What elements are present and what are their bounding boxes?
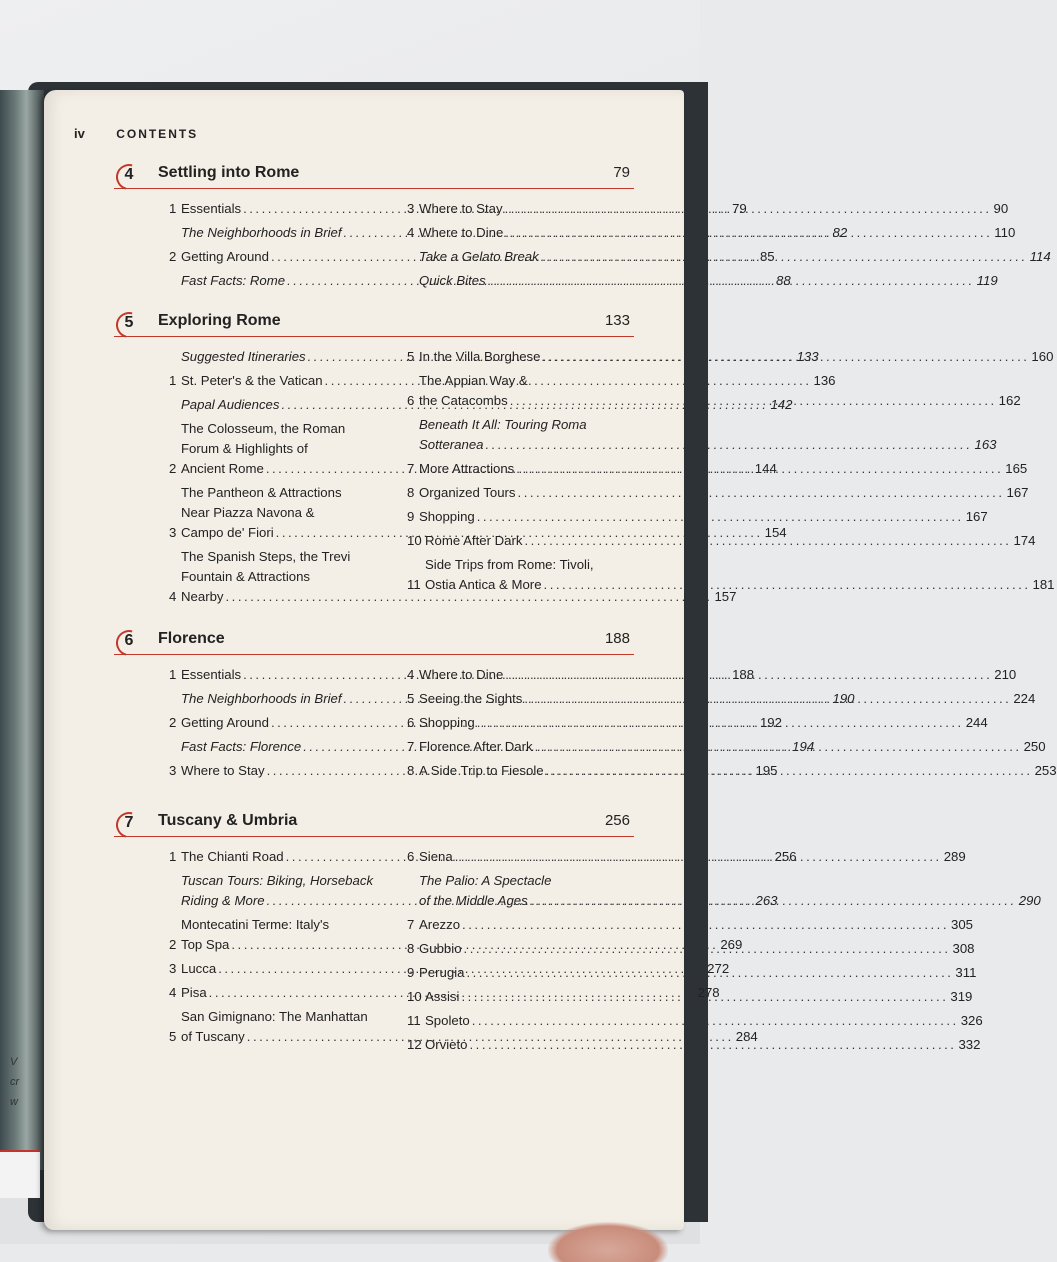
entry-page: 154 bbox=[764, 525, 787, 540]
entry-number: 9 bbox=[407, 509, 415, 524]
toc-entry[interactable] bbox=[407, 507, 988, 527]
dot-leader bbox=[462, 915, 949, 935]
chapter-heading bbox=[114, 810, 634, 837]
dot-leader bbox=[535, 737, 1022, 757]
entry-title-line: Near Piazza Navona & bbox=[181, 505, 315, 520]
entry-page: 192 bbox=[759, 715, 782, 730]
entry-number: 1 bbox=[169, 667, 177, 682]
thumb bbox=[548, 1222, 668, 1262]
entry-title-line: the Catacombs bbox=[419, 393, 508, 408]
entry-text bbox=[425, 1011, 983, 1031]
entry-text bbox=[419, 689, 1035, 709]
entry-title-line: Take a Gelato Break bbox=[419, 249, 539, 264]
entry-page: 332 bbox=[958, 1037, 981, 1052]
toc-entry[interactable] bbox=[407, 415, 997, 455]
entry-page: 133 bbox=[796, 349, 819, 364]
entry-page: 162 bbox=[998, 393, 1021, 408]
entry-title-line: In the Villa Borghese bbox=[419, 349, 541, 364]
entry-page: 194 bbox=[792, 739, 815, 754]
entry-text bbox=[419, 737, 1046, 757]
entry-title-last-line bbox=[419, 347, 1053, 367]
cover-photo-strip bbox=[0, 90, 44, 1170]
entry-title-last-line bbox=[425, 987, 972, 1007]
entry-page: 244 bbox=[965, 715, 988, 730]
entry-title-line: The Neighborhoods in Brief bbox=[181, 691, 342, 706]
entry-title-line: Where to Dine bbox=[419, 225, 504, 240]
entry-title-last-line bbox=[419, 391, 1021, 411]
entry-text bbox=[425, 531, 1035, 551]
dot-leader bbox=[542, 347, 1029, 367]
entry-number: 7 bbox=[407, 461, 415, 476]
entry-title-last-line bbox=[425, 575, 1055, 595]
entry-title-line: Organized Tours bbox=[419, 485, 516, 500]
entry-text bbox=[419, 483, 1029, 503]
entry-page: 326 bbox=[960, 1013, 983, 1028]
entry-title-line: Orvieto bbox=[425, 1037, 468, 1052]
dot-leader bbox=[505, 199, 992, 219]
entry-number: 3 bbox=[407, 201, 415, 216]
entry-page: 188 bbox=[732, 667, 755, 682]
entry-page: 160 bbox=[1031, 349, 1054, 364]
dot-leader bbox=[530, 891, 1017, 911]
entry-page: 210 bbox=[994, 667, 1017, 682]
dot-leader bbox=[516, 459, 1003, 479]
dot-leader bbox=[472, 1011, 959, 1031]
entry-title-last-line bbox=[425, 1035, 980, 1055]
dot-leader bbox=[546, 761, 1033, 781]
toc-entry[interactable] bbox=[407, 1011, 983, 1031]
entry-title-line: Where to Stay bbox=[419, 201, 503, 216]
chapter-number-text: 5 bbox=[124, 314, 134, 331]
chapter-number-text: 7 bbox=[124, 814, 134, 831]
entry-number: 9 bbox=[407, 965, 415, 980]
entry-number: 10 bbox=[407, 533, 422, 548]
entry-number: 2 bbox=[169, 715, 177, 730]
entry-number: 5 bbox=[407, 349, 415, 364]
dot-leader bbox=[486, 435, 973, 455]
entry-page: 157 bbox=[714, 589, 737, 604]
dot-leader bbox=[477, 507, 964, 527]
entry-text bbox=[419, 713, 988, 733]
entry-page: 163 bbox=[974, 437, 997, 452]
entry-page: 174 bbox=[1013, 533, 1036, 548]
entry-number: 3 bbox=[169, 525, 177, 540]
entry-title-line: Getting Around bbox=[181, 249, 269, 264]
entry-text bbox=[419, 915, 973, 935]
dot-leader bbox=[461, 987, 948, 1007]
entry-page: 319 bbox=[950, 989, 973, 1004]
chapter-title: Florence bbox=[158, 630, 225, 647]
entry-number: 5 bbox=[407, 691, 415, 706]
dot-leader bbox=[505, 223, 992, 243]
entry-number: 4 bbox=[407, 225, 415, 240]
entry-number: 8 bbox=[407, 763, 415, 778]
entry-page: 250 bbox=[1023, 739, 1046, 754]
dot-leader bbox=[544, 575, 1031, 595]
entry-title-line: Rome After Dark bbox=[425, 533, 523, 548]
dot-leader bbox=[524, 689, 1011, 709]
entry-title-line: Forum & Highlights of bbox=[181, 441, 308, 456]
entry-page: 263 bbox=[755, 893, 778, 908]
entry-title-line: Lucca bbox=[181, 961, 217, 976]
entry-title-last-line bbox=[419, 737, 1046, 757]
entry-number: 12 bbox=[407, 1037, 422, 1052]
chapter-4-section bbox=[114, 162, 1051, 288]
entry-title-line: A Side Trip to Fiesole bbox=[419, 763, 544, 778]
entry-text bbox=[425, 1035, 980, 1055]
entry-title-line: Essentials bbox=[181, 201, 242, 216]
entry-number: 8 bbox=[407, 941, 415, 956]
cover-edge-text bbox=[10, 1052, 19, 1112]
chapter-heading bbox=[114, 628, 634, 655]
dot-leader bbox=[541, 247, 1028, 267]
entry-page: 142 bbox=[770, 397, 793, 412]
entry-page: 114 bbox=[1029, 249, 1051, 264]
page-title: CONTENTS bbox=[116, 127, 199, 141]
entry-page: 181 bbox=[1032, 577, 1055, 592]
entry-page: 284 bbox=[735, 1029, 758, 1044]
entry-text bbox=[419, 347, 1053, 367]
entry-title-line: Ostia Antica & More bbox=[425, 577, 542, 592]
entry-title-line: The Spanish Steps, the Trevi bbox=[181, 549, 351, 564]
entry-number: 1 bbox=[169, 201, 177, 216]
entry-title-line: Assisi bbox=[425, 989, 460, 1004]
toc-entry[interactable] bbox=[407, 555, 1055, 595]
entry-title-last-line bbox=[419, 689, 1035, 709]
chapter-page: 79 bbox=[613, 164, 630, 181]
chapter-number-arc-icon bbox=[111, 159, 147, 195]
entry-title-last-line bbox=[419, 507, 988, 527]
entry-title-line: Side Trips from Rome: Tivoli, bbox=[425, 557, 594, 572]
entry-number: 2 bbox=[169, 249, 177, 264]
entry-text bbox=[419, 371, 1021, 411]
chapter-number bbox=[114, 628, 144, 654]
entry-title-line: More Attractions bbox=[419, 461, 515, 476]
entry-title-last-line bbox=[419, 271, 998, 291]
dot-leader bbox=[518, 483, 1005, 503]
entry-text bbox=[419, 507, 988, 527]
entry-text bbox=[419, 847, 966, 867]
entry-number: 1 bbox=[169, 849, 177, 864]
entry-title-last-line bbox=[425, 1011, 983, 1031]
entry-title-line: The Pantheon & Attractions bbox=[181, 485, 342, 500]
entry-page: 85 bbox=[759, 249, 775, 264]
entry-title-last-line bbox=[419, 891, 1041, 911]
entry-text bbox=[419, 415, 997, 455]
entry-text bbox=[419, 963, 976, 983]
entry-number: 1 bbox=[169, 373, 177, 388]
chapter-title: Exploring Rome bbox=[158, 312, 281, 329]
chapter-number bbox=[114, 810, 144, 836]
entry-page: 82 bbox=[832, 225, 848, 240]
entry-title-line: The Neighborhoods in Brief bbox=[181, 225, 342, 240]
page-number: iv bbox=[74, 126, 85, 141]
entry-title-line: Where to Stay bbox=[181, 763, 265, 778]
page-header bbox=[74, 126, 198, 141]
entry-text bbox=[419, 247, 1051, 267]
entry-title-line: Montecatini Terme: Italy's bbox=[181, 917, 330, 932]
entry-page: 311 bbox=[955, 965, 977, 980]
dot-leader bbox=[488, 271, 975, 291]
entry-title-line: Ancient Rome bbox=[181, 461, 264, 476]
entry-title-last-line bbox=[419, 435, 997, 455]
entry-title-line: of the Middle Ages bbox=[419, 893, 528, 908]
chapter-number-arc-icon bbox=[111, 807, 147, 843]
entry-title-line: Spoleto bbox=[425, 1013, 470, 1028]
entry-title-last-line bbox=[419, 459, 1027, 479]
entry-text bbox=[425, 555, 1055, 595]
dot-leader bbox=[470, 1035, 957, 1055]
entry-title-line: San Gimignano: The Manhattan bbox=[181, 1009, 368, 1024]
entry-title-line: Riding & More bbox=[181, 893, 265, 908]
entry-page: 272 bbox=[707, 961, 730, 976]
cover-edge-text-line: V bbox=[10, 1056, 18, 1068]
entry-title-last-line bbox=[419, 761, 1057, 781]
dot-leader bbox=[466, 963, 953, 983]
entry-title-line: The Chianti Road bbox=[181, 849, 284, 864]
entry-title-last-line bbox=[419, 223, 1015, 243]
entry-title-line: Essentials bbox=[181, 667, 242, 682]
entry-page: 289 bbox=[943, 849, 966, 864]
chapter-number-arc-icon bbox=[111, 307, 147, 343]
entry-number: 11 bbox=[407, 577, 421, 592]
chapter-number-arc-icon bbox=[111, 625, 147, 661]
entry-text bbox=[419, 761, 1057, 781]
entry-text bbox=[419, 871, 1041, 911]
entry-title-line: Beneath It All: Touring Roma bbox=[419, 417, 587, 432]
entry-text bbox=[425, 987, 972, 1007]
entry-page: 278 bbox=[697, 985, 720, 1000]
entry-number: 4 bbox=[169, 589, 177, 604]
entry-page: 136 bbox=[813, 373, 836, 388]
entry-title-line: Suggested Itineraries bbox=[181, 349, 306, 364]
entry-page: 167 bbox=[1006, 485, 1029, 500]
chapter-number-text: 4 bbox=[124, 166, 134, 183]
entry-number: 4 bbox=[407, 667, 415, 682]
entry-number: 3 bbox=[169, 961, 177, 976]
entry-number: 6 bbox=[407, 715, 415, 730]
chapter-number-text: 6 bbox=[124, 632, 134, 649]
entry-title-line: Fast Facts: Florence bbox=[181, 739, 302, 754]
entry-title-last-line bbox=[419, 939, 975, 959]
entry-title-line: Tuscan Tours: Biking, Horseback bbox=[181, 873, 374, 888]
entry-number: 5 bbox=[169, 1029, 177, 1044]
dot-leader bbox=[455, 847, 942, 867]
entry-title-line: Siena bbox=[419, 849, 453, 864]
chapter-5-section bbox=[114, 310, 1055, 604]
chapter-heading bbox=[114, 310, 634, 337]
entry-page: 190 bbox=[832, 691, 855, 706]
entry-title-line: Fast Facts: Rome bbox=[181, 273, 286, 288]
toc-entry[interactable] bbox=[407, 915, 974, 935]
entry-title-line: Seeing the Sights bbox=[419, 691, 523, 706]
entry-title-last-line bbox=[419, 247, 1051, 267]
entry-title-line: Sotteranea bbox=[419, 437, 484, 452]
chapter-number bbox=[114, 162, 144, 188]
entry-page: 195 bbox=[755, 763, 778, 778]
entry-title-last-line bbox=[425, 531, 1035, 551]
entry-title-last-line bbox=[419, 483, 1029, 503]
entry-page: 269 bbox=[720, 937, 743, 952]
entry-text bbox=[419, 223, 1015, 243]
entry-title-line: Quick Bites bbox=[419, 273, 486, 288]
entry-title-line: Fountain & Attractions bbox=[181, 569, 311, 584]
chapter-6-section bbox=[114, 628, 1057, 778]
entry-page: 144 bbox=[754, 461, 777, 476]
entry-title-line: Florence After Dark bbox=[419, 739, 533, 754]
chapter-page: 256 bbox=[604, 812, 630, 829]
entry-title-line: Arezzo bbox=[419, 917, 461, 932]
entry-title-line: of Tuscany bbox=[181, 1029, 245, 1044]
chapter-heading bbox=[114, 162, 634, 189]
entry-page: 167 bbox=[965, 509, 988, 524]
entry-page: 165 bbox=[1005, 461, 1028, 476]
entry-number: 2 bbox=[169, 937, 177, 952]
entry-text bbox=[419, 459, 1027, 479]
entry-title-line: The Palio: A Spectacle bbox=[419, 873, 552, 888]
entry-text bbox=[419, 939, 975, 959]
entry-page: 305 bbox=[951, 917, 974, 932]
entry-number: 3 bbox=[169, 763, 177, 778]
chapter-title: Settling into Rome bbox=[158, 164, 300, 181]
entry-number: 2 bbox=[169, 461, 177, 476]
entry-title-line: The Colosseum, the Roman bbox=[181, 421, 346, 436]
entry-title-line: Pisa bbox=[181, 985, 207, 1000]
entry-text bbox=[419, 665, 1016, 685]
cover-edge bbox=[0, 1150, 40, 1198]
entry-page: 119 bbox=[976, 273, 998, 288]
entry-number: 6 bbox=[407, 849, 415, 864]
entry-page: 90 bbox=[993, 201, 1009, 216]
entry-title-line: Perugia bbox=[419, 965, 465, 980]
entry-title-line: Where to Dine bbox=[419, 667, 504, 682]
entry-text bbox=[419, 271, 998, 291]
dot-leader bbox=[477, 713, 964, 733]
entry-title-last-line bbox=[419, 847, 966, 867]
cover-edge-text-line: w bbox=[10, 1096, 18, 1108]
entry-title-line: The Appian Way & bbox=[419, 373, 528, 388]
entry-title-last-line bbox=[419, 665, 1016, 685]
entry-title-line: Campo de' Fiori bbox=[181, 525, 274, 540]
entry-title-line: St. Peter's & the Vatican bbox=[181, 373, 323, 388]
entry-page: 110 bbox=[994, 225, 1016, 240]
entry-number: 7 bbox=[407, 739, 415, 754]
entry-number: 6 bbox=[407, 393, 415, 408]
entry-title-line: Shopping bbox=[419, 509, 475, 524]
entry-text bbox=[419, 199, 1008, 219]
dot-leader bbox=[524, 531, 1011, 551]
chapter-title: Tuscany & Umbria bbox=[158, 812, 298, 829]
chapter-7-section bbox=[114, 810, 1041, 1052]
entry-number: 7 bbox=[407, 917, 415, 932]
entry-title-last-line bbox=[419, 199, 1008, 219]
chapter-number bbox=[114, 310, 144, 336]
entry-number: 10 bbox=[407, 989, 422, 1004]
toc-entry[interactable] bbox=[407, 483, 1029, 503]
cover-edge-text-line: cr bbox=[10, 1076, 20, 1088]
entry-title-last-line bbox=[419, 713, 988, 733]
entry-title-last-line bbox=[419, 963, 976, 983]
entry-title-line: Gubbio bbox=[419, 941, 462, 956]
chapter-page: 133 bbox=[604, 312, 630, 329]
entry-title-line: Getting Around bbox=[181, 715, 269, 730]
entry-page: 308 bbox=[952, 941, 975, 956]
entry-title-last-line bbox=[419, 915, 973, 935]
entry-title-line: Shopping bbox=[419, 715, 475, 730]
dot-leader bbox=[505, 665, 992, 685]
chapter-page: 188 bbox=[604, 630, 630, 647]
entry-title-line: Nearby bbox=[181, 589, 224, 604]
entry-number: 11 bbox=[407, 1013, 421, 1028]
entry-page: 290 bbox=[1018, 893, 1041, 908]
entry-page: 88 bbox=[776, 273, 791, 288]
entry-title-line: Top Spa bbox=[181, 937, 230, 952]
entry-page: 253 bbox=[1034, 763, 1057, 778]
entry-page: 224 bbox=[1013, 691, 1036, 706]
entry-page: 256 bbox=[774, 849, 797, 864]
dot-leader bbox=[510, 391, 997, 411]
dot-leader bbox=[464, 939, 951, 959]
entry-number: 4 bbox=[169, 985, 177, 1000]
entry-number: 8 bbox=[407, 485, 415, 500]
entry-title-line: Papal Audiences bbox=[181, 397, 280, 412]
entry-page: 79 bbox=[732, 201, 747, 216]
